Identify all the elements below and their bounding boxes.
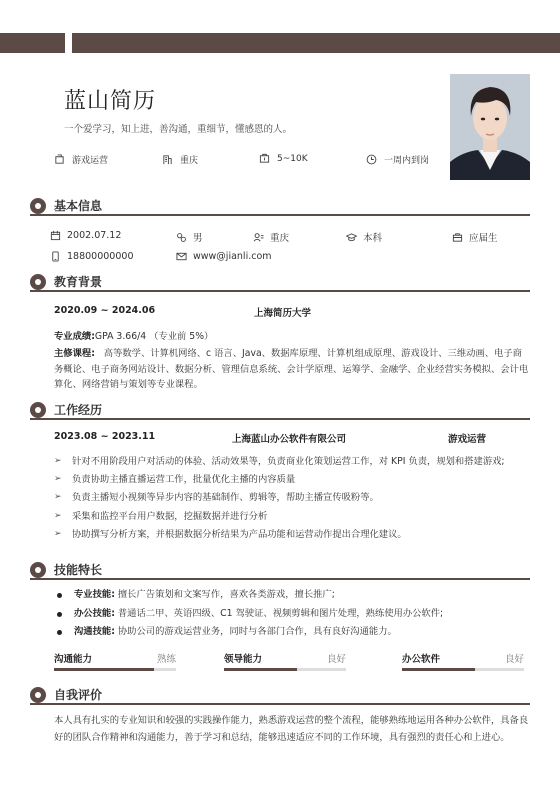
- education-period: 2020.09 ~ 2024.06: [54, 305, 156, 316]
- intent-arrival-text: 一周内到岗: [384, 156, 430, 166]
- skill-meter-leadership: [224, 651, 346, 671]
- basic-email: [176, 251, 272, 262]
- basic-location-text: 重庆: [270, 233, 290, 244]
- section-skills-title: 技能特长: [54, 563, 103, 577]
- briefcase-icon: [54, 154, 65, 165]
- skill-label: 专业技能:: [74, 589, 115, 600]
- section-education-title: 教育背景: [54, 275, 103, 289]
- chevron-right-icon: ➢: [54, 492, 62, 503]
- top-bar-right: [72, 33, 560, 53]
- section-evaluation-divider: [30, 703, 530, 705]
- bullet-dot-icon: [57, 630, 62, 635]
- intent-position: [54, 153, 108, 166]
- work-duty-text: 采集和监控平台用户数据，挖掘数据并进行分析: [72, 510, 268, 522]
- work-duty-text: 负责主播短小视频等异步内容的基础制作、剪辑等，帮助主播宣传吸粉等。: [72, 492, 379, 504]
- skill-text: 普通话二甲、英语四级、C1 驾驶证、视频剪辑和图片处理，熟练使用办公软件;: [117, 607, 444, 619]
- work-duties: [54, 454, 530, 545]
- skills-list: [54, 586, 530, 642]
- resume-motto: 一个爱学习，知上进，善沟通，重细节，懂感恩的人。: [64, 124, 293, 135]
- section-basic-title: 基本信息: [54, 199, 103, 213]
- work-duty-item: [54, 509, 530, 525]
- section-education-header: [30, 273, 102, 290]
- skill-text: 协助公司的游戏运营业务，同时与各部门合作，具有良好沟通能力。: [117, 626, 397, 637]
- meter-name: 办公软件: [402, 654, 441, 665]
- meter-name: 沟通能力: [54, 654, 93, 665]
- gender-icon: [176, 232, 187, 243]
- resume-name: 蓝山简历: [64, 89, 157, 114]
- graduation-cap-icon: [346, 232, 357, 243]
- work-duty-text: 针对不用阶段用户对活动的体验、活动效果等，负责商业化策划运营工作，对 KPI 负责，规划和搭建游戏;: [72, 456, 505, 467]
- education-courses: [54, 346, 530, 393]
- section-skills-divider: [30, 578, 530, 580]
- work-duty-text: 负责协助主播直播运营工作，批量优化主播的内容质量: [72, 474, 296, 486]
- education-school: 上海简历大学: [254, 308, 312, 319]
- phone-icon: [50, 251, 61, 262]
- bullet-dot-icon: [57, 612, 62, 617]
- work-period: 2023.08 ~ 2023.11: [54, 431, 156, 442]
- education-grade-label: 专业成绩:: [54, 331, 95, 342]
- meter-track: [402, 668, 524, 671]
- meter-track: [54, 668, 176, 671]
- top-bar-left: [0, 33, 65, 53]
- basic-email-text: www@jianli.com: [193, 251, 272, 262]
- basic-degree-text: 本科: [363, 233, 383, 244]
- intent-salary-text: 5~10K: [277, 153, 308, 164]
- calendar-icon: [50, 230, 61, 241]
- section-work-header: [30, 401, 102, 418]
- skill-meter-communication: [54, 651, 176, 671]
- section-skills-header: [30, 561, 102, 578]
- meter-fill: [402, 668, 475, 671]
- section-marker-icon: [30, 687, 46, 703]
- basic-birth: [50, 230, 121, 241]
- education-courses-label: 主修课程:: [54, 348, 95, 359]
- meter-level: 良好: [504, 654, 524, 665]
- section-work-divider: [30, 418, 530, 420]
- chevron-right-icon: ➢: [54, 456, 62, 466]
- profile-photo: [450, 74, 530, 180]
- section-evaluation-header: [30, 686, 102, 703]
- work-duty-text: 协助撰写分析方案，并根据数据分析结果为产品功能和运营动作提出合理化建议。: [72, 528, 407, 540]
- skill-text: 擅长广告策划和文案写作，喜欢各类游戏，擅长推广;: [117, 589, 335, 600]
- work-duty-item: [54, 527, 530, 543]
- wallet-icon: [259, 153, 270, 164]
- work-company: 上海蓝山办公软件有限公司: [232, 434, 347, 445]
- education-courses-value: 高等数学、计算机网络、c 语言、Java、数据库原理、计算机组成原理、游戏设计、三维动画、电子商务概论、电子商务网站设计、数据分析、管理信息系统、会计学原理、运筹学、金融学、企业经营实务模拟、会计电算化、网络营销与策划等专业课程。: [54, 348, 529, 391]
- work-duty-item: [54, 472, 530, 488]
- mail-icon: [176, 251, 187, 262]
- meter-level: 熟练: [156, 654, 176, 665]
- basic-status: [452, 230, 498, 244]
- section-basic-divider: [30, 214, 530, 216]
- skill-item: [54, 586, 530, 605]
- basic-phone: [50, 251, 134, 262]
- bag-icon: [452, 232, 463, 243]
- basic-birth-text: 2002.07.12: [67, 230, 122, 241]
- section-education-divider: [30, 290, 530, 292]
- meter-fill: [54, 668, 154, 671]
- chevron-right-icon: ➢: [54, 528, 62, 539]
- basic-phone-text: 18800000000: [67, 251, 134, 262]
- bullet-dot-icon: [57, 593, 62, 598]
- clock-icon: [366, 154, 377, 165]
- section-marker-icon: [30, 562, 46, 578]
- meter-track: [224, 668, 346, 671]
- basic-gender: [176, 230, 203, 244]
- chevron-right-icon: ➢: [54, 510, 62, 521]
- education-grade: [54, 329, 530, 345]
- chevron-right-icon: ➢: [54, 474, 62, 485]
- section-marker-icon: [30, 274, 46, 290]
- basic-location: [253, 230, 289, 244]
- building-icon: [162, 154, 173, 165]
- section-basic-header: [30, 197, 102, 214]
- user-location-icon: [253, 232, 264, 243]
- work-duty-item: [54, 454, 530, 470]
- basic-degree: [346, 230, 382, 244]
- intent-city: [162, 153, 198, 166]
- intent-position-text: 游戏运营: [72, 156, 109, 166]
- intent-arrival: [366, 153, 429, 166]
- basic-status-text: 应届生: [469, 233, 498, 244]
- education-grade-value: GPA 3.66/4 （专业前 5%）: [94, 331, 214, 342]
- skill-item: [54, 623, 530, 642]
- evaluation-text: 本人具有扎实的专业知识和较强的实践操作能力，熟悉游戏运营的整个流程，能够熟练地运用各种办公软件，具备良好的团队合作精神和沟通能力，善于学习和总结，能够迅速适应不同的工作环境，具有强烈的责任心和上进心。: [54, 715, 529, 743]
- skill-label: 沟通技能:: [74, 626, 115, 637]
- basic-gender-text: 男: [193, 233, 203, 244]
- skill-item: [54, 605, 530, 624]
- section-evaluation-title: 自我评价: [54, 688, 103, 702]
- section-marker-icon: [30, 198, 46, 214]
- skill-label: 办公技能:: [74, 607, 115, 619]
- section-work-title: 工作经历: [54, 403, 103, 417]
- meter-level: 良好: [326, 654, 346, 665]
- work-role: 游戏运营: [448, 434, 487, 445]
- work-duty-item: [54, 490, 530, 506]
- skill-meter-office: [402, 651, 524, 671]
- meter-name: 领导能力: [224, 654, 263, 665]
- meter-fill: [224, 668, 297, 671]
- intent-city-text: 重庆: [180, 156, 199, 166]
- intent-salary: [259, 153, 308, 164]
- section-marker-icon: [30, 402, 46, 418]
